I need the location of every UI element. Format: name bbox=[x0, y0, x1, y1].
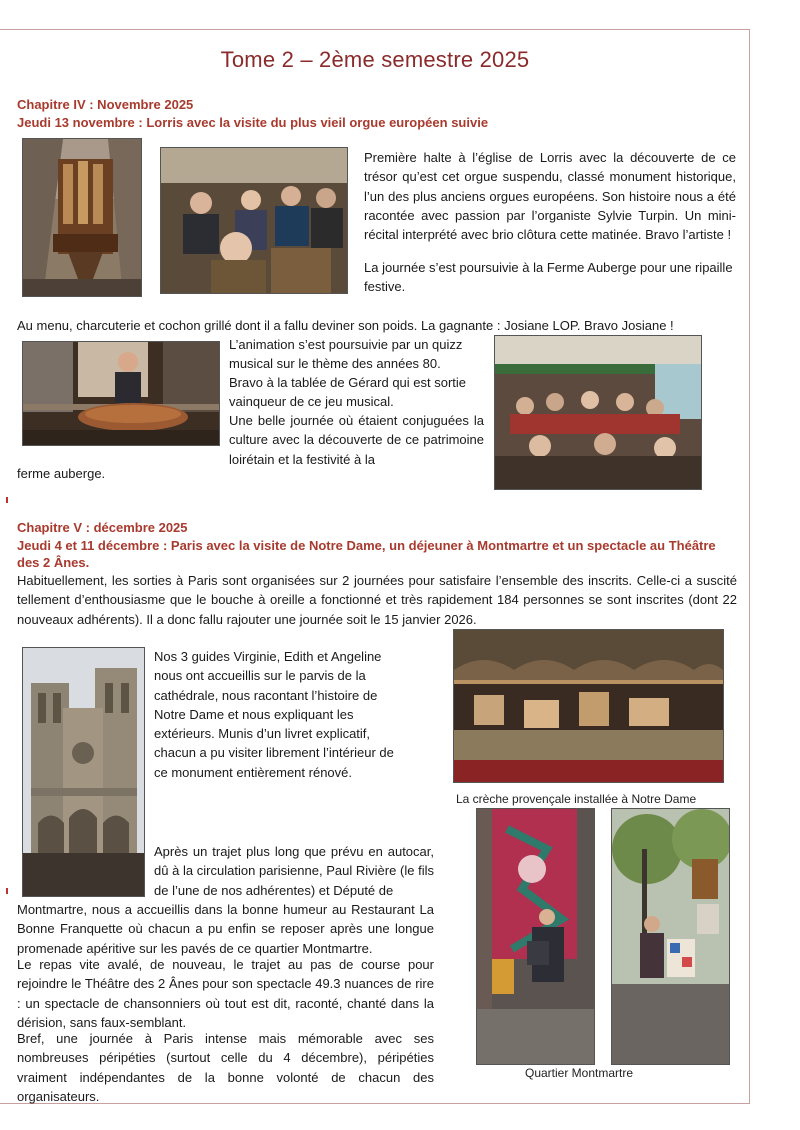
chapter-5-guides: Nos 3 guides Virginie, Edith et Angeline nous ont accueillis sur le parvis de la cathédrale, nous racontant l’histoire de Notre Dame et nous expliquant les extérieurs. Munis d’un livret explicatif, chacun a pu visiter librement l’intérieur de ce monument entièrement rénové. bbox=[154, 649, 394, 780]
page-frame-right bbox=[749, 29, 750, 1104]
organ-photo bbox=[22, 138, 142, 297]
chapter-5-subheading: Jeudi 4 et 11 décembre : Paris avec la visite de Notre Dame, un déjeuner à Montmartre et un spectacle au Théâtre des 2 Ânes. bbox=[17, 538, 716, 570]
creche-photo bbox=[453, 629, 724, 783]
chapter-4-subheading: Jeudi 13 novembre : Lorris avec la visite du plus vieil orgue européen suivie bbox=[17, 115, 489, 130]
montmartre-painter-photo bbox=[611, 808, 730, 1065]
chapter-5-trajet-end: Montmartre, nous a accueillis dans la bonne humeur au Restaurant La Bonne Franquette où chacun a pu enfin se reposer après une longue promenade apéritive sur les pavés de ce quartier Montmartre. bbox=[17, 902, 434, 956]
page-frame-top bbox=[0, 29, 750, 30]
chapter-5-heading: Chapitre V : décembre 2025 bbox=[17, 520, 188, 535]
chapter-5-bref: Bref, une journée à Paris intense mais mémorable avec ses nombreuses péripéties (surtout celle du 4 décembre), péripéties vraiment indépendantes de la bonne volonté de chacun des organisateurs. bbox=[17, 1031, 434, 1104]
page-title: Tome 2 – 2ème semestre 2025 bbox=[220, 47, 530, 72]
montmartre-accordion-photo bbox=[476, 808, 595, 1065]
audience-photo bbox=[160, 147, 348, 294]
margin-mark bbox=[6, 497, 8, 503]
chapter-4-paragraph-3: L’animation s’est poursuivie par un quizz musical sur le thème des années 80. bbox=[229, 337, 463, 372]
chapter-4-paragraph-1: Première halte à l’église de Lorris avec la découverte de ce trésor qu’est cet orgue suspendu, classé monument historique, l’un des plus anciens orgues européens. Son histoire nous a été racontée avec passion par l’organiste Sylvie Turpin. Un mini-récital interprété avec brio clôtura cette matinée. Bravo l’artiste ! bbox=[364, 150, 736, 243]
chapter-4-menu-line: Au menu, charcuterie et cochon grillé dont il a fallu deviner son poids. La gagnante : Josiane LOP. Bravo Josiane ! bbox=[17, 318, 674, 333]
chapter-4-paragraph-4: Bravo à la tablée de Gérard qui est sortie vainqueur de ce jeu musical. bbox=[229, 375, 467, 410]
montmartre-caption: Quartier Montmartre bbox=[525, 1066, 634, 1080]
chapter-4-paragraph-5: Une belle journée où étaient conjuguées la culture avec la découverte de ce patrimoine loirétain et la festivité à la bbox=[229, 413, 484, 467]
chapter-4-heading: Chapitre IV : Novembre 2025 bbox=[17, 97, 194, 112]
chapter-4-paragraph-2: La journée s’est poursuivie à la Ferme Auberge pour une ripaille festive. bbox=[364, 260, 733, 295]
notre-dame-photo bbox=[22, 647, 145, 897]
creche-caption: La crèche provençale installée à Notre Dame bbox=[456, 792, 697, 806]
chapter-4-paragraph-5-end: ferme auberge. bbox=[17, 466, 106, 481]
chapter-5-intro: Habituellement, les sorties à Paris sont organisées sur 2 journées pour satisfaire l’ensemble des inscrits. Celle-ci a suscité tellement d’enthousiasme que le bouche à oreille a fonctionné et très rapidement 184 personnes se sont inscrites (dont 22 nouveaux adhérents). Il a donc fallu rajouter une journée soit le 15 janvier 2026. bbox=[17, 573, 737, 627]
margin-mark bbox=[6, 888, 8, 894]
roast-pig-photo bbox=[22, 341, 220, 446]
chapter-5-trajet-start: Après un trajet plus long que prévu en autocar, dû à la circulation parisienne, Paul Rivière (le fils de l’une de nos adhérentes) et Député de bbox=[154, 844, 434, 898]
auberge-dining-photo bbox=[494, 335, 702, 490]
chapter-5-repas: Le repas vite avalé, de nouveau, le trajet au pas de course pour rejoindre le Théâtre des 2 Ânes pour son spectacle 49.3 nuances de rire : un spectacle de chansonniers où tout est dit, raconté, chanté dans la dérision, sans faux-semblant. bbox=[17, 957, 434, 1030]
